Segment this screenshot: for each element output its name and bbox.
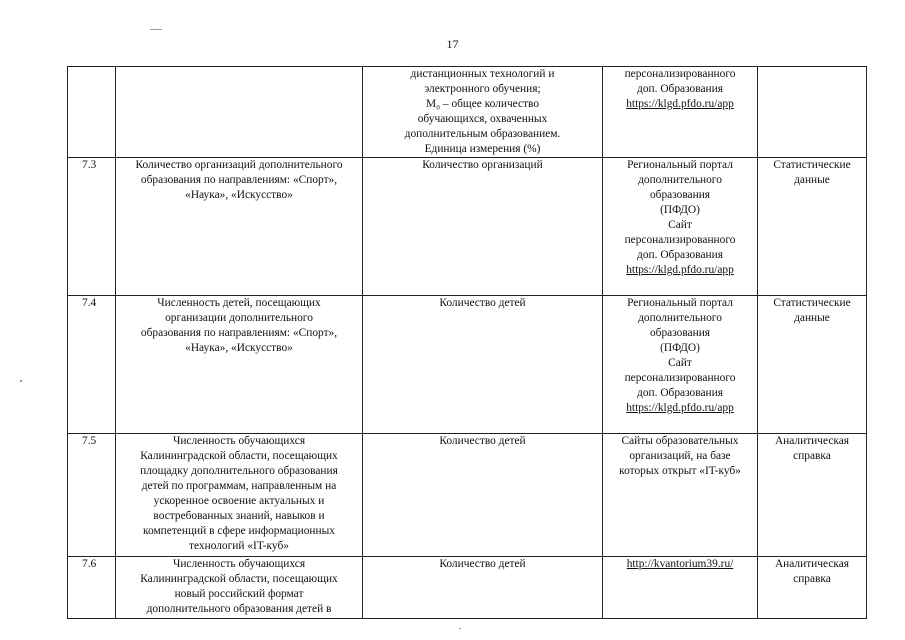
table-row bbox=[68, 67, 867, 158]
source-text: Региональный портал дополнительного образования (ПФДО) Сайт персонализированного доп. Образования bbox=[624, 159, 736, 261]
collection-method: Аналитическая справка bbox=[758, 434, 867, 557]
indicator-name: Численность обучающихся Калининградской области, посещающих новый российский формат дополнительного образования детей в bbox=[116, 557, 363, 619]
table-row bbox=[68, 434, 867, 557]
scan-mark bbox=[150, 29, 162, 30]
collection-method bbox=[758, 67, 867, 158]
page-number: 17 bbox=[446, 37, 459, 51]
scan-mark bbox=[459, 628, 461, 629]
table-row bbox=[68, 557, 867, 619]
source-text: персонализированного доп. Образования bbox=[624, 68, 736, 95]
scan-mark bbox=[20, 380, 22, 382]
source-link[interactable]: http://kvantorium39.ru/ bbox=[626, 558, 734, 570]
measurement-unit: Количество детей bbox=[363, 557, 603, 619]
indicator-table bbox=[67, 66, 867, 619]
row-number: 7.5 bbox=[68, 434, 116, 557]
table-row bbox=[68, 158, 867, 296]
source-text: Сайты образовательных организаций, на базе которых открыт «IT-куб» bbox=[619, 435, 741, 477]
data-source bbox=[603, 158, 758, 296]
indicator-name: Количество организаций дополнительного образования по направлениям: «Спорт», «Наука», «Искусство» bbox=[116, 158, 363, 296]
row-number bbox=[68, 67, 116, 158]
measurement-unit: дистанционных технологий и электронного обучения; М₀ – общее количество обучающихся, охваченных дополнительным образованием. Единица измерения (%) bbox=[363, 67, 603, 158]
data-source bbox=[603, 67, 758, 158]
measurement-unit: Количество организаций bbox=[363, 158, 603, 296]
collection-method: Статистические данные bbox=[758, 296, 867, 434]
data-source bbox=[603, 296, 758, 434]
collection-method: Аналитическая справка bbox=[758, 557, 867, 619]
data-source bbox=[603, 434, 758, 557]
row-number: 7.4 bbox=[68, 296, 116, 434]
table-row bbox=[68, 296, 867, 434]
row-number: 7.3 bbox=[68, 158, 116, 296]
indicator-name: Численность детей, посещающих организации дополнительного образования по направлениям: «Спорт», «Наука», «Искусство» bbox=[116, 296, 363, 434]
measurement-unit: Количество детей bbox=[363, 296, 603, 434]
row-number: 7.6 bbox=[68, 557, 116, 619]
source-link[interactable]: https://klgd.pfdo.ru/app bbox=[626, 98, 734, 110]
source-text: Региональный портал дополнительного образования (ПФДО) Сайт персонализированного доп. Образования bbox=[624, 297, 736, 399]
indicator-name bbox=[116, 67, 363, 158]
indicator-name: Численность обучающихся Калининградской области, посещающих площадку дополнительного образования детей по программам, направленным на ускоренное освоение актуальных и востребованных знаний, навыков и компетенций в сфере информационных технологий «IT-куб» bbox=[116, 434, 363, 557]
measurement-unit: Количество детей bbox=[363, 434, 603, 557]
collection-method: Статистические данные bbox=[758, 158, 867, 296]
data-source bbox=[603, 557, 758, 619]
source-link[interactable]: https://klgd.pfdo.ru/app bbox=[626, 264, 734, 276]
source-link[interactable]: https://klgd.pfdo.ru/app bbox=[626, 402, 734, 414]
